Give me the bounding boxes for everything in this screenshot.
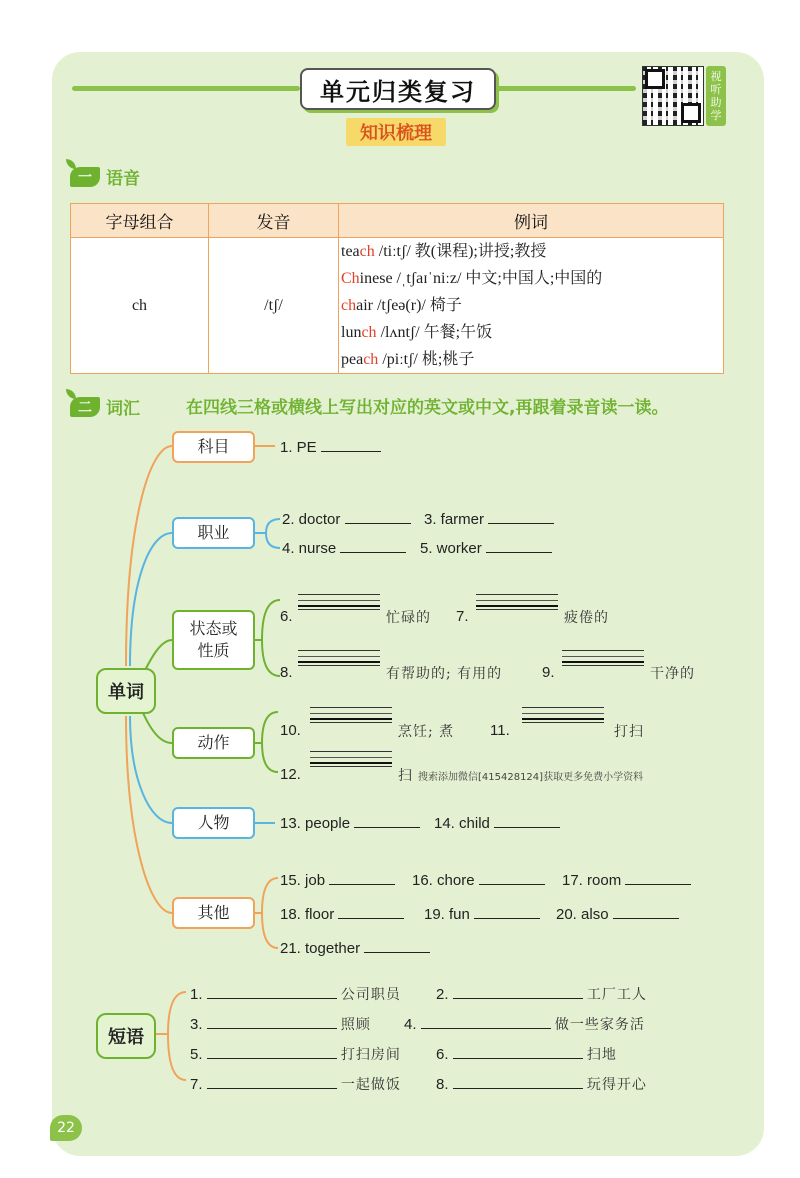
vocab-item xyxy=(280,940,430,957)
answer-blank[interactable] xyxy=(345,523,411,524)
vocab-item xyxy=(282,540,406,557)
phrase-item xyxy=(436,1074,647,1094)
vocab-label: 4. nurse xyxy=(282,540,337,557)
vocab-label: 8. xyxy=(280,664,293,681)
answer-blank[interactable] xyxy=(329,884,395,885)
mindmap-root-phrases: 短语 xyxy=(96,1013,156,1059)
phrase-meaning: 打扫房间 xyxy=(340,1047,401,1063)
vocab-meaning: 疲倦的 xyxy=(564,610,609,626)
example-highlight: ch xyxy=(363,351,379,368)
phrase-item xyxy=(190,984,401,1004)
phrase-meaning: 玩得开心 xyxy=(586,1077,647,1093)
example-highlight: ch xyxy=(359,243,375,260)
section-badge-text: 二 xyxy=(78,399,92,416)
answer-blank[interactable] xyxy=(486,552,552,553)
vocab-item xyxy=(282,511,411,528)
section-label-vocab: 词汇 xyxy=(106,399,140,419)
page-subtitle: 知识梳理 xyxy=(346,118,446,146)
vocab-label: 18. floor xyxy=(280,906,335,923)
answer-blank[interactable] xyxy=(613,918,679,919)
vocab-label: 17. room xyxy=(562,872,622,889)
page-number: 22 xyxy=(50,1115,82,1141)
writing-guide[interactable] xyxy=(298,650,380,666)
vocab-label: 14. child xyxy=(434,815,490,832)
vocab-label: 21. together xyxy=(280,940,361,957)
phrase-item xyxy=(436,984,647,1004)
vocab-meaning: 干净的 xyxy=(650,666,695,682)
vocab-item xyxy=(556,906,679,923)
vocab-meaning: 烹饪; 煮 xyxy=(398,724,455,740)
answer-blank[interactable] xyxy=(625,884,691,885)
category-state: 状态或性质 xyxy=(172,610,255,670)
table-cell-letters: ch xyxy=(71,238,209,374)
example-post: /lʌntʃ/ 午餐;午饭 xyxy=(376,324,493,341)
answer-blank[interactable] xyxy=(488,523,554,524)
vocab-item xyxy=(412,872,545,889)
writing-guide[interactable] xyxy=(298,594,380,610)
category-other: 其他 xyxy=(172,897,255,929)
writing-guide[interactable] xyxy=(522,707,604,723)
example-pre: tea xyxy=(341,243,360,260)
vocab-label: 13. people xyxy=(280,815,351,832)
answer-blank[interactable] xyxy=(321,451,381,452)
phrase-item xyxy=(436,1044,617,1064)
answer-blank[interactable] xyxy=(453,1058,583,1059)
mindmap-root-words: 单词 xyxy=(96,668,156,714)
vocab-label: 15. job xyxy=(280,872,326,889)
example-post: air /tʃeə(r)/ 椅子 xyxy=(356,297,462,314)
vocab-label: 7. xyxy=(456,608,469,625)
answer-blank[interactable] xyxy=(494,827,560,828)
vocab-label: 2. doctor xyxy=(282,511,341,528)
table-header-sound: 发音 xyxy=(209,204,339,238)
phrase-meaning: 一起做饭 xyxy=(340,1077,401,1093)
phrase-item xyxy=(190,1044,401,1064)
vocab-item xyxy=(280,439,381,456)
phrase-number: 6. xyxy=(436,1046,449,1063)
category-people: 人物 xyxy=(172,807,255,839)
vocab-label: 3. farmer xyxy=(424,511,485,528)
category-action: 动作 xyxy=(172,727,255,759)
phrase-meaning: 做一些家务活 xyxy=(554,1017,645,1033)
example-highlight: ch xyxy=(361,324,377,341)
category-subject: 科目 xyxy=(172,431,255,463)
vocab-label: 9. xyxy=(542,664,555,681)
vocab-label: 20. also xyxy=(556,906,609,923)
answer-blank[interactable] xyxy=(207,1088,337,1089)
answer-blank[interactable] xyxy=(364,952,430,953)
answer-blank[interactable] xyxy=(453,1088,583,1089)
answer-blank[interactable] xyxy=(207,1058,337,1059)
answer-blank[interactable] xyxy=(453,998,583,999)
vocab-item xyxy=(280,906,404,923)
answer-blank[interactable] xyxy=(207,998,337,999)
answer-blank[interactable] xyxy=(479,884,545,885)
phrase-number: 8. xyxy=(436,1076,449,1093)
writing-guide[interactable] xyxy=(562,650,644,666)
watermark-text: 搜索添加微信[415428124]获取更多免费小学资料 xyxy=(418,772,644,783)
vocab-item xyxy=(562,872,691,889)
vocab-item xyxy=(420,540,552,557)
vocab-meaning: 有帮助的; 有用的 xyxy=(386,666,503,682)
page-title: 单元归类复习 xyxy=(300,68,496,110)
vocab-meaning: 扫 xyxy=(398,768,413,784)
section-label-phonics: 语音 xyxy=(106,169,140,189)
vocab-item xyxy=(280,815,420,832)
table-cell-sound: /tʃ/ xyxy=(209,238,339,374)
example-post: /piːtʃ/ 桃;桃子 xyxy=(378,351,475,368)
answer-blank[interactable] xyxy=(338,918,404,919)
example-post: /tiːtʃ/ 教(课程);讲授;教授 xyxy=(374,243,547,260)
vocab-label: 19. fun xyxy=(424,906,470,923)
phrase-number: 1. xyxy=(190,986,203,1003)
vocab-label: 16. chore xyxy=(412,872,475,889)
vocab-instruction: 在四线三格或横线上写出对应的英文或中文,再跟着录音读一读。 xyxy=(186,398,669,418)
vocab-meaning: 打扫 xyxy=(614,724,644,740)
phrase-number: 5. xyxy=(190,1046,203,1063)
vocab-item xyxy=(434,815,560,832)
example-pre: pea xyxy=(341,351,364,368)
table-header-letters: 字母组合 xyxy=(71,204,209,238)
phrase-number: 3. xyxy=(190,1016,203,1033)
phrase-meaning: 公司职员 xyxy=(340,987,401,1003)
answer-blank[interactable] xyxy=(207,1028,337,1029)
vocab-item xyxy=(424,906,540,923)
vocab-item xyxy=(280,872,395,889)
answer-blank[interactable] xyxy=(474,918,540,919)
answer-blank[interactable] xyxy=(421,1028,551,1029)
vocab-item xyxy=(424,511,554,528)
phrase-meaning: 扫地 xyxy=(586,1047,617,1063)
phrase-number: 7. xyxy=(190,1076,203,1093)
phrase-item xyxy=(404,1014,645,1034)
phrase-meaning: 照顾 xyxy=(340,1017,371,1033)
answer-blank[interactable] xyxy=(354,827,420,828)
vocab-label: 10. xyxy=(280,722,301,739)
example-post: inese /ˌtʃaɪˈniːz/ 中文;中国人;中国的 xyxy=(359,270,603,287)
category-job: 职业 xyxy=(172,517,255,549)
answer-blank[interactable] xyxy=(340,552,406,553)
example-highlight: Ch xyxy=(341,270,360,287)
example-highlight: ch xyxy=(341,297,357,314)
writing-guide[interactable] xyxy=(476,594,558,610)
table-header-examples: 例词 xyxy=(339,204,724,238)
vocab-label: 1. PE xyxy=(280,439,317,456)
vocab-meaning: 忙碌的 xyxy=(386,610,431,626)
vocab-label: 11. xyxy=(490,722,510,739)
vocab-label: 6. xyxy=(280,608,293,625)
phrase-item xyxy=(190,1074,401,1094)
phrase-number: 2. xyxy=(436,986,449,1003)
phrase-item xyxy=(190,1014,371,1034)
section-badge-text: 一 xyxy=(78,169,92,186)
phrase-number: 4. xyxy=(404,1016,417,1033)
writing-guide[interactable] xyxy=(310,751,392,767)
phrase-meaning: 工厂工人 xyxy=(586,987,647,1003)
vocab-label: 5. worker xyxy=(420,540,482,557)
example-pre: lun xyxy=(341,324,362,341)
qr-tag-label: 视听助学 xyxy=(706,66,726,126)
vocab-label: 12. xyxy=(280,766,301,783)
writing-guide[interactable] xyxy=(310,707,392,723)
